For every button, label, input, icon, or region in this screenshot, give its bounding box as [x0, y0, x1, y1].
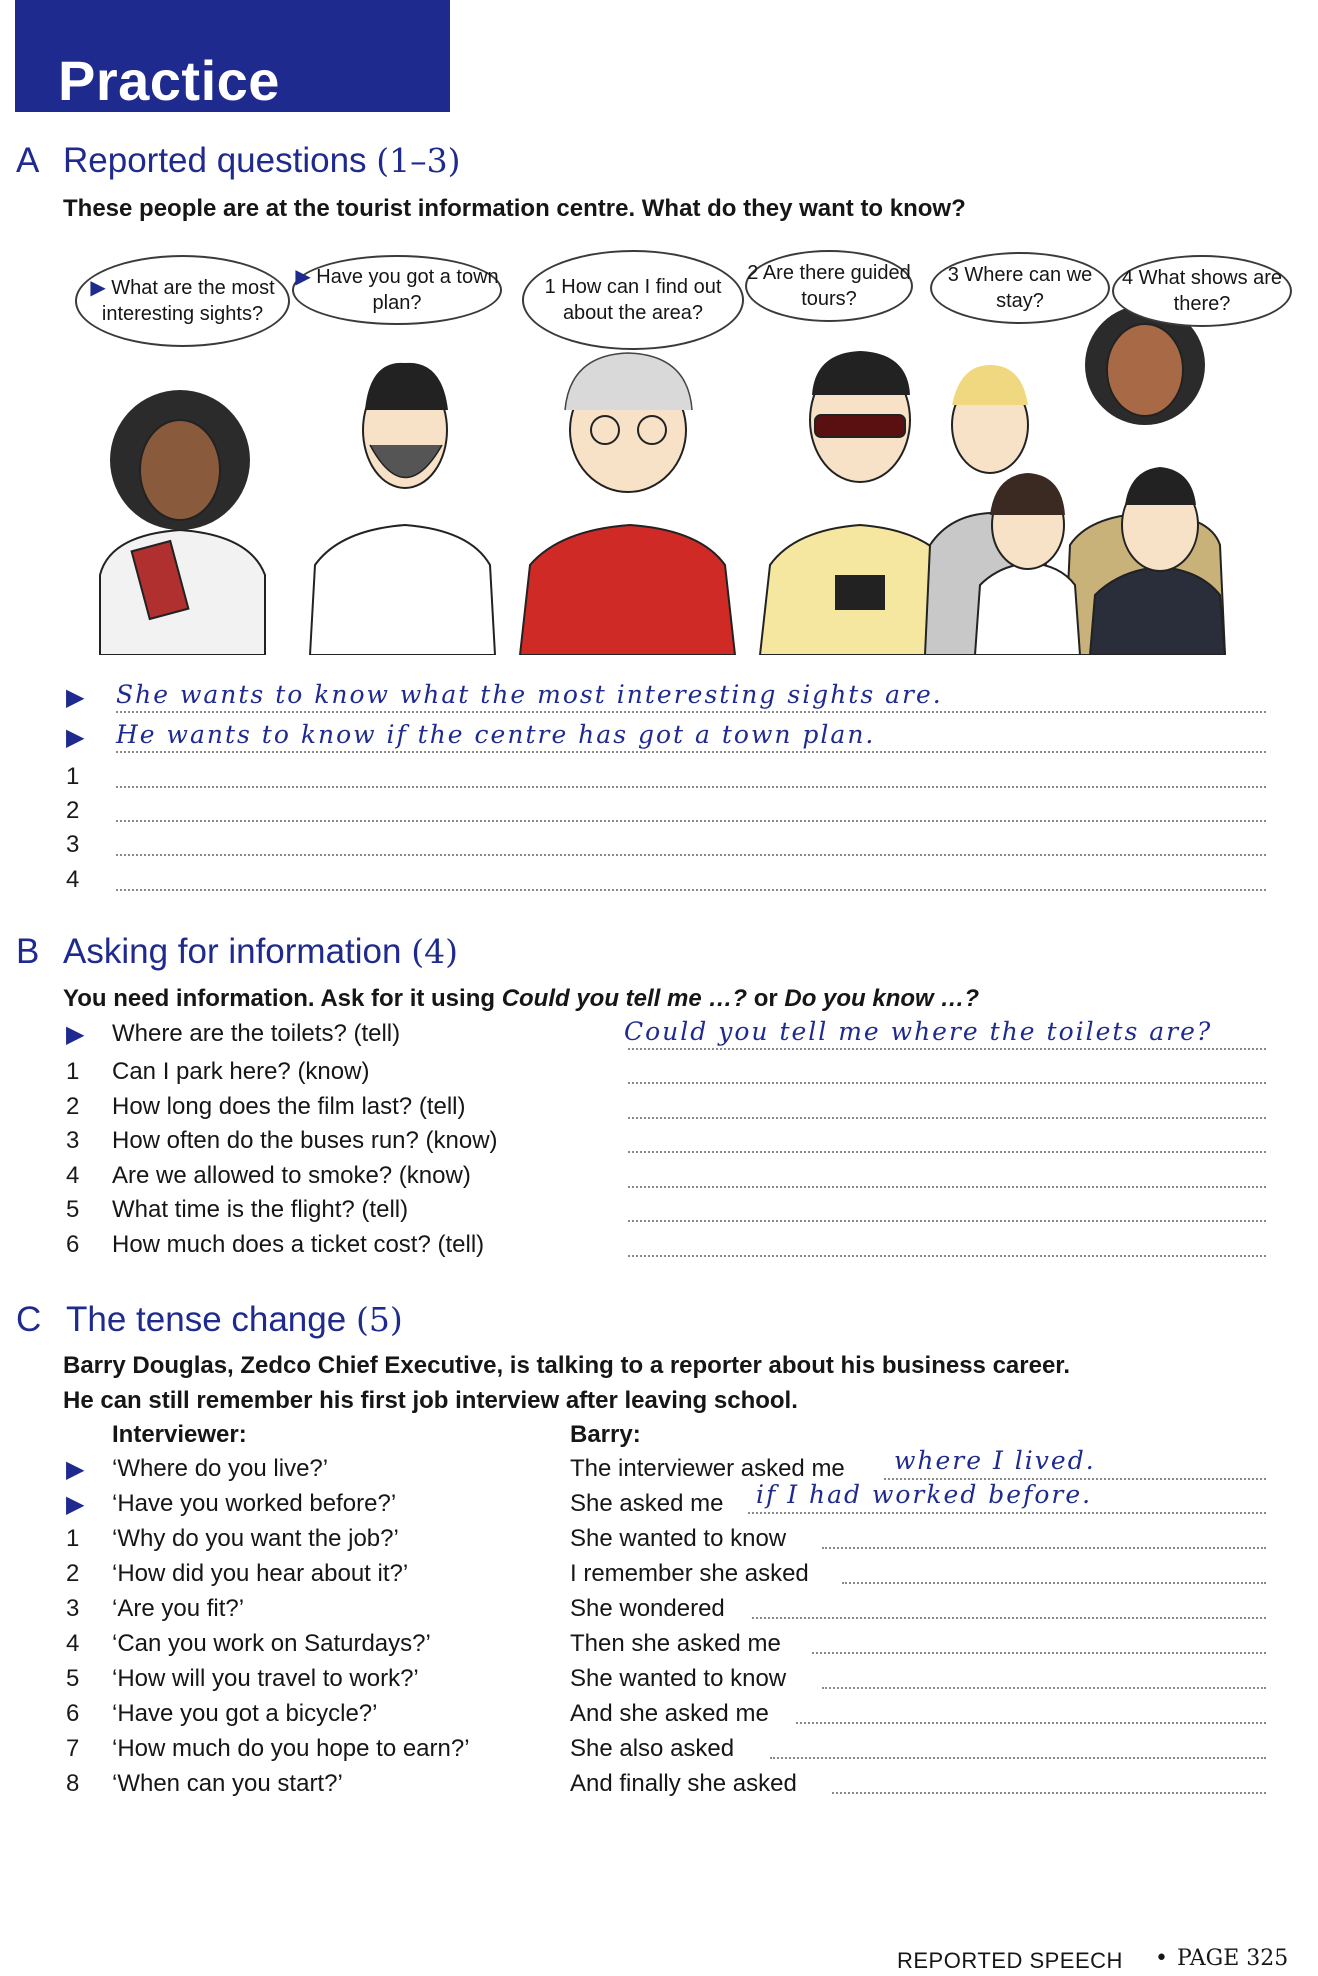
c-item-1-line[interactable]: [748, 1512, 1266, 1514]
page-title: Practice: [58, 49, 280, 112]
section-a-ref: (1–3): [376, 141, 461, 180]
c-item-5-marker: 4: [66, 1630, 80, 1657]
a-answer-4-line[interactable]: [116, 854, 1266, 856]
bubble-1-marker: ▶: [90, 277, 106, 299]
b-item-5-question: What time is the flight? (tell): [112, 1196, 409, 1223]
b-item-1-question: Can I park here? (know): [112, 1058, 370, 1085]
b-item-6-question: How much does a ticket cost? (tell): [112, 1231, 485, 1258]
bubble-6-marker: 4: [1121, 267, 1134, 289]
b-item-5-line[interactable]: [628, 1220, 1266, 1222]
title-banner: [15, 0, 450, 112]
c-item-9-marker: 8: [66, 1770, 80, 1797]
a-answer-5-line[interactable]: [116, 889, 1266, 891]
b-item-1-line[interactable]: [628, 1082, 1266, 1084]
c-item-2-marker: 1: [66, 1525, 80, 1552]
c-item-9-lead: And finally she asked: [570, 1770, 797, 1797]
col-barry-heading: Barry:: [570, 1421, 641, 1448]
a-answer-4-marker: 3: [66, 831, 80, 858]
c-item-4-lead: She wondered: [570, 1595, 725, 1622]
bubble-1-text: What are the most interesting sights?: [101, 277, 275, 325]
c-item-7-line[interactable]: [796, 1722, 1266, 1724]
c-item-2-line[interactable]: [822, 1547, 1266, 1549]
c-item-0-question: ‘Where do you live?’: [112, 1455, 329, 1482]
bubble-4-marker: 2: [747, 262, 759, 284]
a-answer-2-line[interactable]: [116, 786, 1266, 788]
b-item-4-question: Are we allowed to smoke? (know): [112, 1162, 471, 1189]
c-item-5-question: ‘Can you work on Saturdays?’: [112, 1630, 431, 1657]
b-item-0-question: Where are the toilets? (tell): [112, 1020, 401, 1047]
bubble-3-marker: 1: [544, 276, 556, 298]
c-item-7-marker: 6: [66, 1700, 80, 1727]
section-c-ref: (5): [355, 1300, 403, 1339]
b-item-5-marker: 5: [66, 1196, 80, 1223]
col-interviewer-heading: Interviewer:: [112, 1421, 247, 1448]
section-c-instruction-line1: Barry Douglas, Zedco Chief Executive, is talking to a reporter about his business career.: [63, 1352, 1070, 1379]
section-c-letter: C: [16, 1300, 42, 1339]
b-item-4-line[interactable]: [628, 1186, 1266, 1188]
c-item-9-line[interactable]: [832, 1792, 1266, 1794]
a-answer-2-marker: 1: [66, 763, 80, 790]
c-item-3-lead: I remember she asked: [570, 1560, 809, 1587]
b-item-2-line[interactable]: [628, 1117, 1266, 1119]
c-item-3-line[interactable]: [842, 1582, 1266, 1584]
section-b-title: [63, 932, 458, 972]
c-item-1-question: ‘Have you worked before?’: [112, 1490, 397, 1517]
bubble-6-text: What shows are there?: [1138, 267, 1283, 315]
c-item-4-marker: 3: [66, 1595, 80, 1622]
b-item-6-line[interactable]: [628, 1255, 1266, 1257]
b-item-0-marker: ▶: [66, 1021, 85, 1048]
bubble-5-marker: 3: [947, 264, 959, 286]
c-item-0-marker: ▶: [66, 1456, 85, 1483]
section-b-ref: (4): [411, 932, 458, 971]
section-a-title: [63, 141, 461, 181]
a-answer-1-marker: ▶: [66, 724, 85, 751]
bubble-5: [930, 252, 1110, 324]
c-item-9-question: ‘When can you start?’: [112, 1770, 343, 1797]
section-c-title: [66, 1300, 403, 1340]
section-b-instruction-q1: Could you tell me …?: [501, 985, 748, 1012]
section-b-letter: B: [16, 932, 40, 971]
c-item-3-question: ‘How did you hear about it?’: [112, 1560, 409, 1587]
section-b-title-text: Asking for information: [63, 932, 402, 971]
bubble-2-text: Have you got a town plan?: [316, 266, 499, 314]
c-item-3-marker: 2: [66, 1560, 80, 1587]
b-item-2-marker: 2: [66, 1093, 80, 1120]
bubble-2-marker: ▶: [295, 266, 311, 288]
bubble-1: [75, 255, 290, 347]
section-c-instruction-line2: He can still remember his first job interview after leaving school.: [63, 1387, 798, 1414]
c-item-6-lead: She wanted to know: [570, 1665, 787, 1692]
section-a-title-text: Reported questions: [63, 141, 367, 180]
section-b-instruction: [63, 985, 979, 1013]
c-item-8-lead: She also asked: [570, 1735, 735, 1762]
c-item-0-answer: where I lived.: [894, 1446, 1096, 1475]
bubble-3-text: How can I find out about the area?: [561, 276, 722, 324]
c-item-5-lead: Then she asked me: [570, 1630, 781, 1657]
c-item-1-marker: ▶: [66, 1491, 85, 1518]
c-item-5-line[interactable]: [812, 1652, 1266, 1654]
c-item-7-question: ‘Have you got a bicycle?’: [112, 1700, 378, 1727]
b-item-6-marker: 6: [66, 1231, 80, 1258]
c-item-2-question: ‘Why do you want the job?’: [112, 1525, 399, 1552]
a-answer-5-marker: 4: [66, 866, 80, 893]
section-b-instruction-mid: or: [747, 985, 785, 1012]
bubble-4-text: Are there guided tours?: [762, 262, 911, 310]
person-3-figure: [520, 353, 735, 655]
a-answer-1-line[interactable]: [116, 751, 1266, 753]
b-item-3-question: How often do the buses run? (know): [112, 1127, 498, 1154]
footer-section-name: REPORTED SPEECH: [897, 1948, 1123, 1973]
c-item-7-lead: And she asked me: [570, 1700, 769, 1727]
c-item-6-question: ‘How will you travel to work?’: [112, 1665, 419, 1692]
b-item-0-line[interactable]: [628, 1048, 1266, 1050]
a-answer-0-line[interactable]: [116, 711, 1266, 713]
c-item-8-question: ‘How much do you hope to earn?’: [112, 1735, 470, 1762]
c-item-0-lead: The interviewer asked me: [570, 1455, 845, 1482]
b-item-3-line[interactable]: [628, 1151, 1266, 1153]
c-item-8-line[interactable]: [770, 1757, 1266, 1759]
c-item-1-lead: She asked me: [570, 1490, 724, 1517]
section-b-instruction-q2: Do you know …?: [784, 985, 980, 1012]
group-figures: [925, 305, 1225, 655]
a-answer-0-text: She wants to know what the most interesting sights are.: [116, 680, 943, 709]
person-1-figure: [100, 390, 265, 655]
c-item-4-question: ‘Are you fit?’: [112, 1595, 245, 1622]
b-item-3-marker: 3: [66, 1127, 80, 1154]
bubble-5-text: Where can we stay?: [964, 264, 1093, 312]
section-c-title-text: The tense change: [66, 1300, 347, 1339]
bubble-4: [745, 250, 913, 322]
bubble-2: [292, 255, 502, 325]
c-item-6-line[interactable]: [822, 1687, 1266, 1689]
bubble-6: [1112, 255, 1292, 327]
a-answer-1-text: He wants to know if the centre has got a town plan.: [116, 720, 876, 749]
c-item-6-marker: 5: [66, 1665, 80, 1692]
section-a-letter: A: [16, 141, 40, 180]
c-item-8-marker: 7: [66, 1735, 80, 1762]
b-item-4-marker: 4: [66, 1162, 80, 1189]
b-item-1-marker: 1: [66, 1058, 80, 1085]
c-item-4-line[interactable]: [752, 1617, 1266, 1619]
person-2-figure: [310, 363, 495, 655]
a-answer-0-marker: ▶: [66, 684, 85, 711]
a-answer-3-line[interactable]: [116, 820, 1266, 822]
b-item-2-question: How long does the film last? (tell): [112, 1093, 466, 1120]
bubble-3: [522, 250, 744, 350]
b-item-0-answer: Could you tell me where the toilets are?: [624, 1017, 1213, 1046]
footer-bullet: •: [1155, 1946, 1168, 1971]
c-item-1-answer: if I had worked before.: [756, 1480, 1093, 1509]
section-b-instruction-pre: You need information. Ask for it using: [63, 985, 502, 1012]
footer-page-number: PAGE 325: [1177, 1946, 1289, 1971]
a-answer-3-marker: 2: [66, 797, 80, 824]
c-item-2-lead: She wanted to know: [570, 1525, 787, 1552]
section-a-instruction: These people are at the tourist information centre. What do they want to know?: [63, 195, 966, 222]
